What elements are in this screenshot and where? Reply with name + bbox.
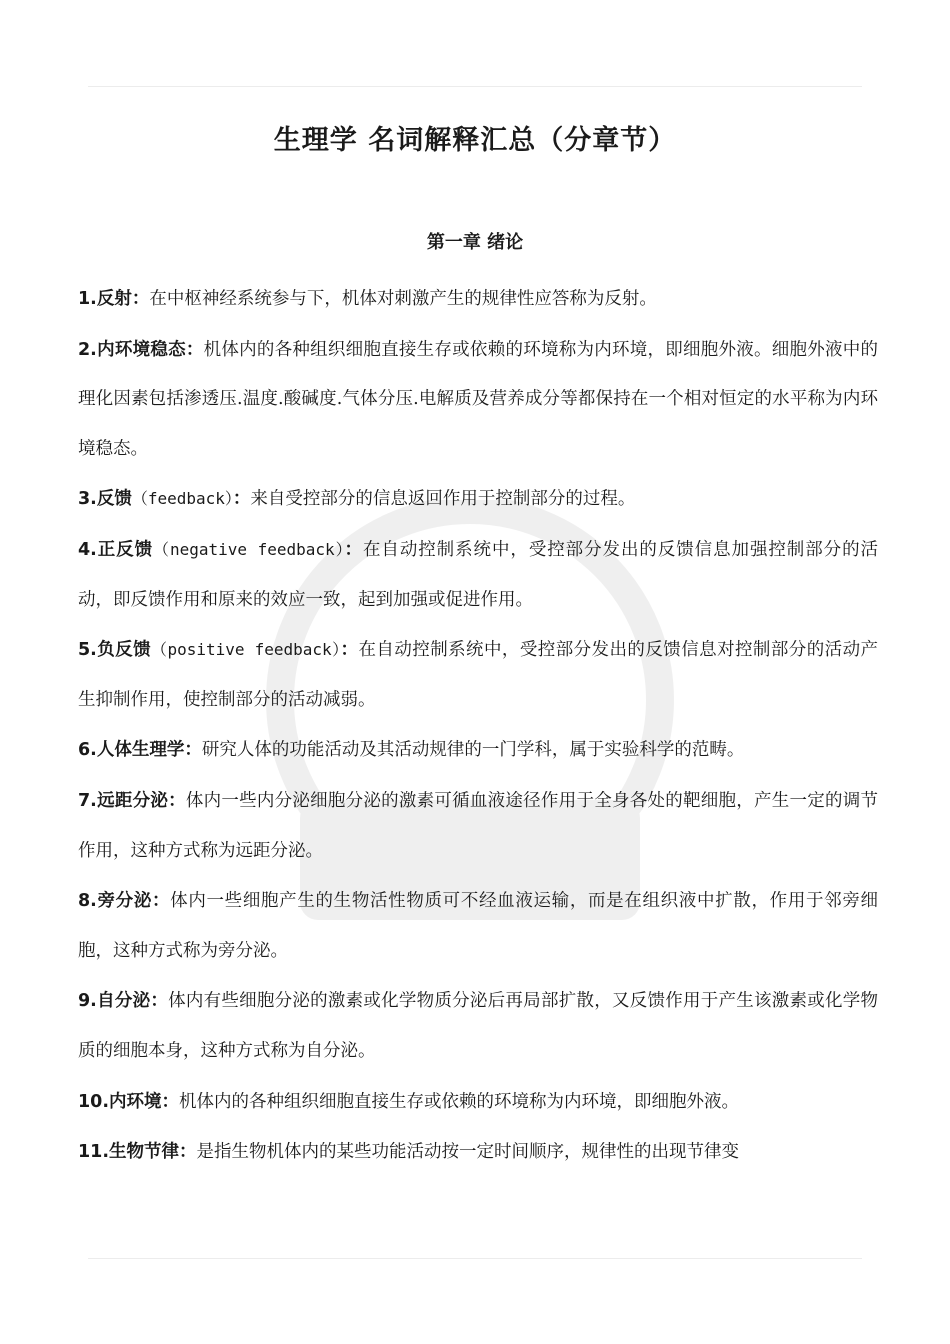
definition-item: [78, 474, 878, 525]
definition-text: 在自动控制系统中，受控部分发出的反馈信息加强控制部分的活动，即反馈作用和原来的效应一致，起到加强或促进作用。: [78, 539, 879, 610]
definition-item: [78, 325, 878, 475]
definition-text: 体内有些细胞分泌的激素或化学物质分泌后再局部扩散，又反馈作用于产生该激素或化学物质的细胞本身，这种方式称为自分泌。: [78, 991, 879, 1061]
definition-separator: ：: [179, 1142, 197, 1163]
definition-separator: ：: [344, 539, 363, 560]
definition-english-gloss: （negative feedback）: [153, 539, 345, 559]
definition-item: [78, 1077, 878, 1128]
definition-item: [78, 274, 878, 325]
definition-term: 1.反射: [78, 289, 132, 309]
definition-item: [78, 525, 878, 625]
definition-item: [78, 725, 878, 776]
definition-term: 11.生物节律: [78, 1142, 180, 1163]
chapter-title: 第一章 绪论: [426, 232, 524, 253]
definition-text: 机体内的各种组织细胞直接生存或依赖的环境称为内环境，即细胞外液。细胞外液中的理化因素包括渗透压.温度.酸碱度.气体分压.电解质及营养成分等都保持在一个相对恒定的水平称为内环境稳态。: [78, 339, 879, 459]
definition-item: [78, 876, 878, 976]
header-rule: [88, 86, 862, 87]
definition-term: 5.负反馈: [78, 640, 152, 661]
definition-separator: ：: [232, 489, 251, 510]
definition-separator: ：: [185, 339, 204, 360]
definition-text: 在自动控制系统中，受控部分发出的反馈信息对控制部分的活动产生抑制作用，使控制部分的活动减弱。: [78, 640, 879, 710]
definition-item: [78, 1127, 878, 1178]
definitions-list: [78, 274, 878, 1178]
definition-text: 在中枢神经系统参与下，机体对刺激产生的规律性应答称为反射。: [149, 289, 657, 309]
footer-rule: [88, 1258, 862, 1259]
definition-text: 来自受控部分的信息返回作用于控制部分的过程。: [250, 489, 636, 510]
definition-item: [78, 625, 878, 725]
document-title: 生理学 名词解释汇总（分章节）: [273, 125, 677, 156]
definition-term: 4.正反馈: [78, 539, 154, 560]
definition-separator: ：: [184, 740, 202, 761]
definition-text: 研究人体的功能活动及其活动规律的一门学科，属于实验科学的范畴。: [201, 740, 745, 761]
definition-separator: ：: [168, 790, 186, 811]
definition-english-gloss: （feedback）: [131, 489, 233, 509]
definition-english-gloss: （positive feedback）: [151, 640, 341, 660]
definition-separator: ：: [340, 640, 359, 661]
definition-text: 体内一些内分泌细胞分泌的激素可循血液途径作用于全身各处的靶细胞，产生一定的调节作用，这种方式称为远距分泌。: [78, 790, 879, 861]
definition-term: 9.自分泌: [78, 991, 151, 1012]
definition-term: 10.内环境: [78, 1091, 162, 1112]
definition-item: [78, 976, 878, 1076]
definition-term: 2.内环境稳态: [78, 339, 186, 360]
definition-item: [78, 776, 878, 876]
definition-separator: ：: [150, 991, 169, 1012]
definition-term: 6.人体生理学: [78, 740, 185, 761]
definition-text: 是指生物机体内的某些功能活动按一定时间顺序，规律性的出现节律变: [196, 1142, 740, 1163]
definition-term: 7.远距分泌: [78, 790, 169, 811]
definition-term: 8.旁分泌: [78, 891, 152, 912]
definition-separator: ：: [161, 1091, 180, 1112]
definition-text: 体内一些细胞产生的生物活性物质可不经血液运输，而是在组织液中扩散，作用于邻旁细胞，这种方式称为旁分泌。: [78, 891, 879, 961]
definition-text: 机体内的各种组织细胞直接生存或依赖的环境称为内环境，即细胞外液。: [179, 1091, 740, 1112]
definition-separator: ：: [152, 891, 171, 912]
definition-term: 3.反馈: [78, 489, 132, 510]
definition-separator: ：: [131, 289, 150, 309]
